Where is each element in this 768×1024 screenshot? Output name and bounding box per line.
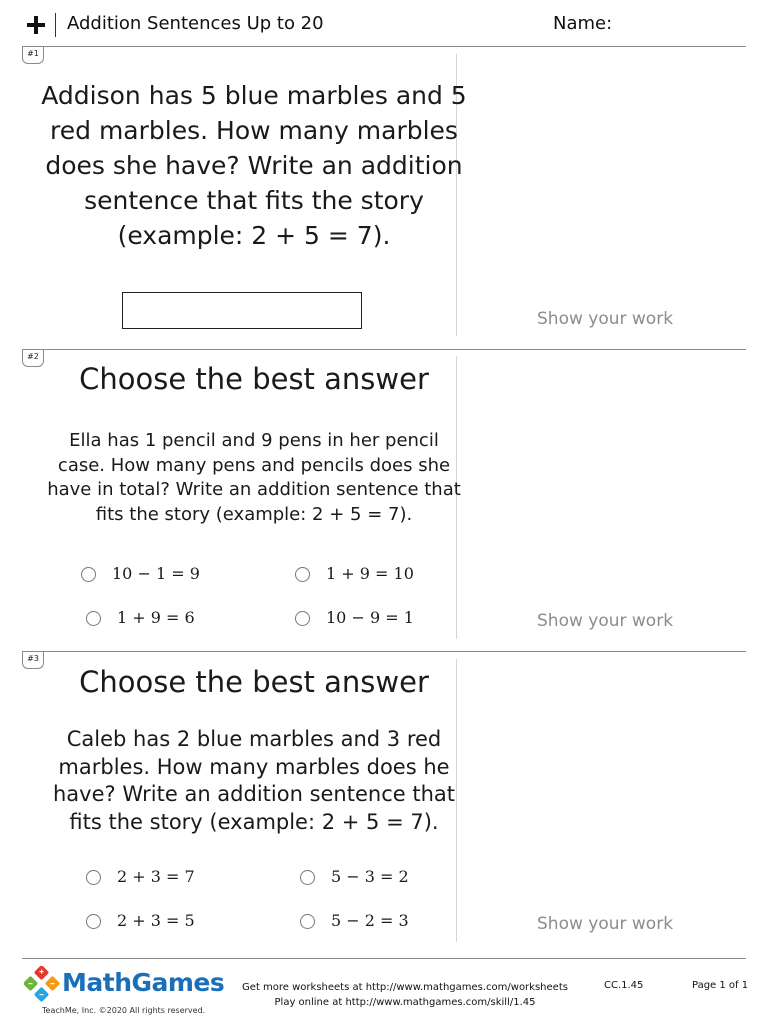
radio-button-icon[interactable] bbox=[300, 870, 315, 885]
footer-links bbox=[238, 980, 572, 1010]
answer-option-label: 5 − 3 = 2 bbox=[331, 867, 409, 886]
question-number: #3 bbox=[22, 652, 44, 669]
answer-option-label: 10 − 1 = 9 bbox=[112, 564, 200, 583]
show-your-work-label: Show your work bbox=[537, 914, 674, 934]
question-number: #1 bbox=[22, 47, 44, 64]
radio-button-icon[interactable] bbox=[86, 611, 101, 626]
answer-option-label: 1 + 9 = 10 bbox=[326, 564, 414, 583]
answer-option-label: 1 + 9 = 6 bbox=[117, 608, 195, 627]
radio-button-icon[interactable] bbox=[300, 914, 315, 929]
header-divider bbox=[55, 13, 56, 37]
question-text-line: have? Write an addition sentence that bbox=[52, 782, 455, 806]
answer-option-label: 2 + 3 = 5 bbox=[117, 911, 195, 930]
radio-button-icon[interactable] bbox=[86, 870, 101, 885]
radio-button-icon[interactable] bbox=[295, 611, 310, 626]
answer-option-label: 2 + 3 = 7 bbox=[117, 867, 195, 886]
question-text-line: (example: 2 + 5 = 7). bbox=[117, 221, 391, 250]
question-text-line: Ella has 1 pencil and 9 pens in her pencil bbox=[69, 430, 439, 451]
question-text-line: fits the story (example: 2 + 5 = 7). bbox=[69, 809, 439, 834]
worksheet-header bbox=[0, 0, 768, 46]
radio-button-icon[interactable] bbox=[81, 567, 96, 582]
answer-option-label: 10 − 9 = 1 bbox=[326, 608, 414, 627]
question-text-line: marbles. How many marbles does he bbox=[58, 754, 450, 779]
question-heading: Choose the best answer bbox=[79, 362, 429, 396]
answer-option-label: 5 − 2 = 3 bbox=[331, 911, 409, 930]
question-text-line: have in total? Write an addition sentence that bbox=[47, 479, 461, 500]
question-divider bbox=[22, 46, 746, 47]
radio-button-icon[interactable] bbox=[295, 567, 310, 582]
question-divider bbox=[22, 651, 746, 652]
mathgames-logo-text[interactable]: MathGames bbox=[62, 968, 225, 997]
play-online-link[interactable]: Play online at http://www.mathgames.com/skill/1.45 bbox=[274, 997, 536, 1008]
question-text-line: Caleb has 2 blue marbles and 3 red bbox=[66, 727, 442, 751]
question-text-line: fits the story (example: 2 + 5 = 7). bbox=[95, 503, 413, 525]
show-your-work-label: Show your work bbox=[537, 611, 674, 631]
question-divider bbox=[22, 349, 746, 350]
standard-code: CC.1.45 bbox=[604, 980, 644, 991]
question-text-line: red marbles. How many marbles bbox=[50, 116, 458, 145]
answer-input[interactable] bbox=[122, 292, 362, 329]
footer-divider bbox=[22, 958, 746, 959]
question-text-line: sentence that fits the story bbox=[84, 186, 424, 215]
plus-icon[interactable] bbox=[27, 16, 45, 34]
page-indicator: Page 1 of 1 bbox=[692, 980, 749, 991]
show-your-work-label: Show your work bbox=[537, 309, 674, 329]
mathgames-logo-icon[interactable] bbox=[24, 966, 60, 1002]
question-text-line: Addison has 5 blue marbles and 5 bbox=[41, 81, 467, 110]
worksheets-link[interactable]: Get more worksheets at http://www.mathgames.com/worksheets bbox=[242, 982, 568, 993]
worksheet-title: Addition Sentences Up to 20 bbox=[67, 13, 324, 34]
question-text-line: does she have? Write an addition bbox=[45, 151, 463, 180]
question-heading: Choose the best answer bbox=[79, 665, 429, 699]
question-text bbox=[40, 78, 468, 253]
question-text bbox=[40, 726, 468, 836]
radio-button-icon[interactable] bbox=[86, 914, 101, 929]
worksheet-footer bbox=[0, 960, 768, 1024]
name-label: Name: bbox=[553, 13, 613, 34]
question-text bbox=[40, 429, 468, 527]
question-text-line: case. How many pens and pencils does she bbox=[57, 454, 451, 476]
copyright-text: TeachMe, Inc. ©2020 All rights reserved. bbox=[42, 1006, 206, 1015]
question-number: #2 bbox=[22, 350, 44, 367]
